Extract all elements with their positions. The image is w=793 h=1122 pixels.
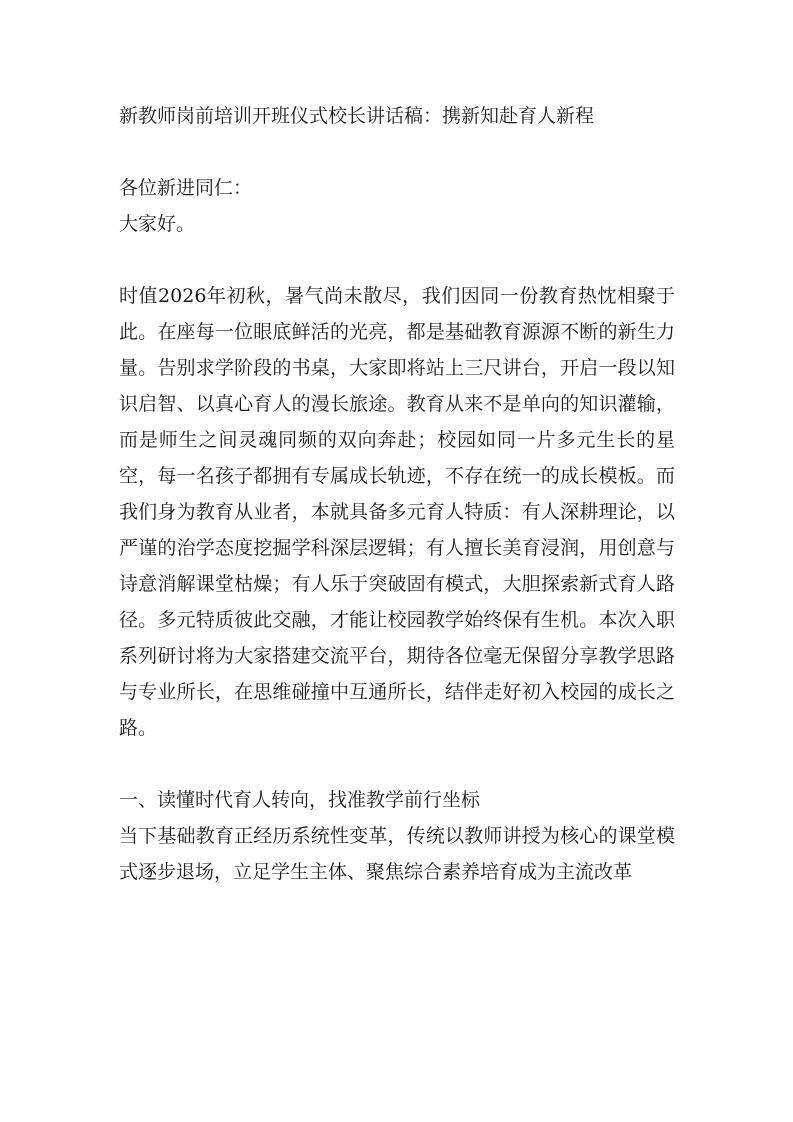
spacer <box>119 746 675 782</box>
spacer <box>119 242 675 278</box>
section-heading: 一、读懂时代育人转向，找准教学前行坐标 <box>119 789 481 811</box>
spacer <box>119 134 675 170</box>
greeting: 大家好。 <box>119 213 196 235</box>
document-title: 新教师岗前培训开班仪式校长讲话稿：携新知赴育人新程 <box>119 105 595 127</box>
opening-paragraph: 时值2026年初秋，暑气尚未散尽，我们因同一份教育热忱相聚于此。在座每一位眼底鲜活的光亮，都是基础教育源源不断的新生力量。告别求学阶段的书桌，大家即将站上三尺讲台，开启一段以知识启智、以真心育人的漫长旅途。教育从来不是单向的知识灌输，而是师生之间灵魂同频的双向奔赴；校园如同一片多元生长的星空，每一名孩子都拥有专属成长轨迹，不存在统一的成长模板。而我们身为教育从业者，本就具备多元育人特质：有人深耕理论，以严谨的治学态度挖掘学科深层逻辑；有人擅长美育浸润，用创意与诗意消解课堂枯燥；有人乐于突破固有模式，大胆探索新式育人路径。多元特质彼此交融，才能让校园教学始终保有生机。本次入职系列研讨将为大家搭建交流平台，期待各位毫无保留分享教学思路与专业所长，在思维碰撞中互通所长，结伴走好初入校园的成长之路。 <box>119 285 675 739</box>
salutation: 各位新进同仁： <box>119 177 253 199</box>
document-body <box>119 98 675 890</box>
section-paragraph: 当下基础教育正经历系统性变革，传统以教师讲授为核心的课堂模式逐步退场，立足学生主体、聚焦综合素养培育成为主流改革 <box>119 825 675 883</box>
